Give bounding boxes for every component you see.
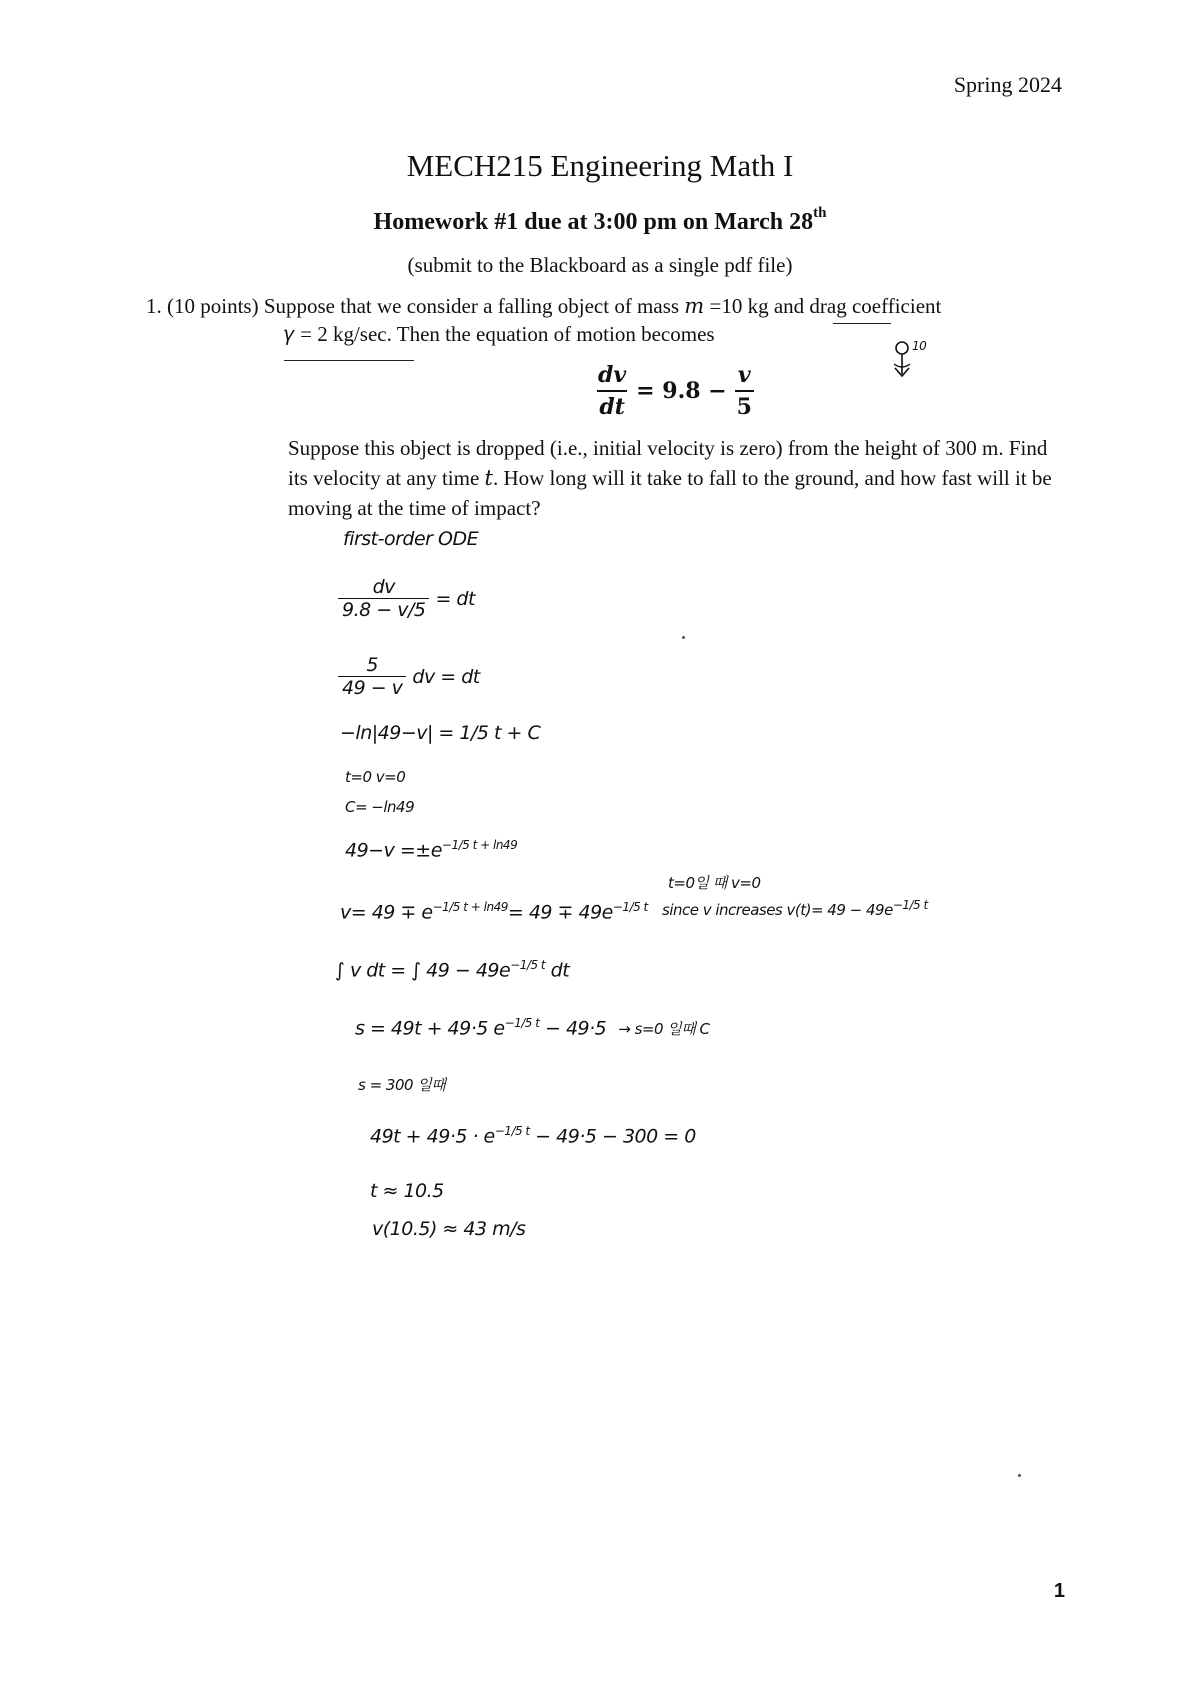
hw-line-integral-end: dt — [545, 959, 570, 982]
hw-line-rearranged — [338, 654, 480, 699]
semester-label: Spring 2024 — [953, 72, 1062, 97]
equation-lhs-numerator: dv — [598, 362, 627, 388]
hw-line-velocity-b-sup: −1/5 t — [612, 900, 648, 914]
hw-note-velocity-text: since v increases v(t)= 49 − 49e — [662, 901, 893, 919]
hw-fraction-2 — [338, 654, 406, 699]
hw-line-impact-a: 49t + 49·5 · e — [370, 1125, 495, 1148]
equation-of-motion — [596, 362, 754, 420]
hw-line-integral-a: ∫ v dt = ∫ 49 − 49e — [335, 959, 511, 982]
course-title: MECH215 Engineering Math I — [406, 148, 794, 183]
equation-rhs-fraction — [735, 362, 754, 420]
hw-line-exponential — [345, 838, 517, 861]
equation-rhs-denominator: 5 — [735, 390, 754, 420]
hw-note-velocity — [662, 898, 928, 919]
problem1-question: Suppose this object is dropped (i.e., initial velocity is zero) from the height of 300 m. Find its velocity at any time 𝑡. How long will it take to fall to the ground, and how fast will it be moving at the time of impact? — [288, 436, 1052, 520]
hw-line-exponential-base: 49−v =±e — [345, 839, 442, 862]
stray-dot — [682, 636, 685, 639]
hw-fraction-2-den: 49 − v — [338, 676, 406, 699]
handwritten-doodle — [890, 338, 934, 393]
hw-line-integral-sup: −1/5 t — [510, 958, 546, 972]
hw-line-impact-equation — [370, 1124, 696, 1147]
hw-line-velocity-a: v= 49 ∓ e — [340, 901, 433, 924]
equation-rhs-numerator: v — [737, 362, 751, 388]
hw-line-time-answer: t ≈ 10.5 — [370, 1180, 444, 1202]
hw-note-velocity-sup: −1/5 t — [892, 898, 928, 912]
underline-mark — [833, 323, 891, 324]
homework-title-text: Homework #1 due at 3:00 pm on March 28 — [373, 209, 814, 235]
homework-title — [0, 205, 1200, 236]
hw-line-exponential-sup: −1/5 t + ln49 — [441, 838, 518, 852]
problem1-line1: 1. (10 points) Suppose that we consider a falling object of mass 𝑚 =10 kg and drag coefficient — [146, 294, 942, 318]
hw-line-constant: C= −ln49 — [345, 798, 415, 816]
svg-text:10: 10 — [912, 339, 927, 353]
equation-lhs-fraction — [596, 362, 628, 420]
hw-line-integral — [335, 958, 569, 981]
hw-line-position-end: − 49·5 — [539, 1017, 607, 1040]
hw-line-position-note: → s=0 일때 C — [618, 1020, 710, 1039]
stray-dot-2 — [1018, 1474, 1021, 1477]
hw-line-position — [355, 1016, 710, 1039]
hw-fraction-1 — [338, 576, 429, 621]
hw-fraction-1-den: 9.8 − v/5 — [338, 598, 429, 621]
hw-line-impact-sup: −1/5 t — [494, 1124, 530, 1138]
equation-middle: = 9.8 − — [636, 378, 727, 404]
hw-line-position-sup: −1/5 t — [504, 1016, 540, 1030]
hw-line-position-a: s = 49t + 49·5 e — [355, 1017, 505, 1040]
hw-fraction-2-rhs: dv = dt — [412, 665, 480, 688]
hw-fraction-1-rhs: = dt — [435, 587, 475, 610]
hw-note-initial: t=0일 때 v=0 — [668, 874, 761, 892]
hw-line-velocity-a-sup: −1/5 t + ln49 — [432, 900, 508, 914]
hw-line-integrated: −ln|49−v| = 1/5 t + C — [340, 722, 541, 744]
doodle-arrow-icon — [890, 338, 934, 388]
hw-line-impact-end: − 49·5 − 300 = 0 — [529, 1125, 696, 1148]
homework-title-sup: th — [813, 205, 827, 221]
submit-note: (submit to the Blackboard as a single pdf file) — [407, 253, 793, 277]
hw-fraction-1-num: dv — [372, 576, 395, 598]
hw-line-velocity-b: = 49 ∓ 49e — [507, 901, 613, 924]
underline-mark-2 — [284, 360, 414, 361]
page-number: 1 — [1053, 1580, 1065, 1602]
hw-line-ode: first-order ODE — [343, 528, 479, 550]
hw-line-height-condition: s = 300 일때 — [358, 1076, 446, 1094]
hw-line-velocity-answer: v(10.5) ≈ 43 m/s — [372, 1218, 526, 1240]
hw-line-velocity — [340, 900, 648, 923]
problem1-line2: 𝛾 = 2 kg/sec. Then the equation of motion becomes — [284, 322, 715, 346]
hw-line-initial-condition: t=0 v=0 — [345, 768, 406, 786]
hw-line-separation — [338, 576, 475, 621]
hw-fraction-2-num: 5 — [366, 654, 378, 676]
equation-lhs-denominator: dt — [597, 390, 627, 420]
